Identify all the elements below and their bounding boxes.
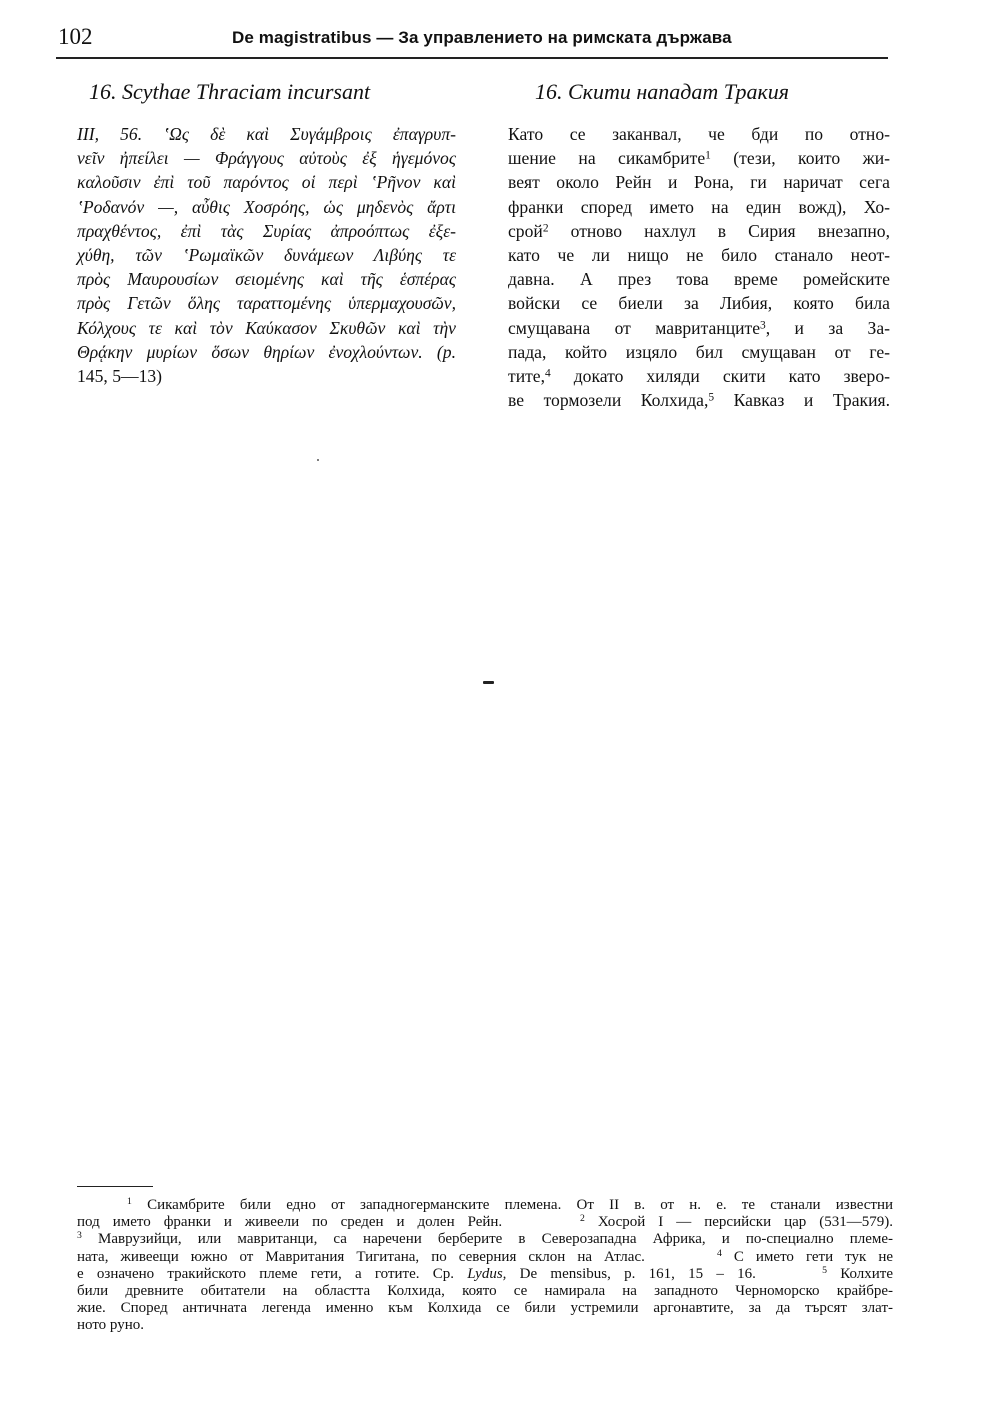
footnote-line: ното руно.: [77, 1317, 145, 1334]
footnote-line: е означено тракийското племе гети, а готите. Ср. Lydus, De mensibus, p. 161, 15 – 16. $^5$ Колхите: [77, 1264, 893, 1282]
greek-text-column: [77, 122, 456, 388]
footnote-rule: [77, 1186, 153, 1187]
footnote-line: жие. Според античната легенда именно към Колхида се били устремили аргонавтите, за да търсят злат-: [77, 1300, 893, 1317]
source-reference: 145, 5—13): [77, 366, 163, 387]
bulgarian-translation-column: [508, 122, 890, 412]
greek-line: καλοῦσιν ἐπὶ τοῦ παρόντος οἱ περὶ ʽΡῆνον καὶ: [77, 172, 456, 193]
translation-line: като че ли нищо не било станало неот-: [508, 245, 890, 266]
translation-line: смущавана от мавританците$^3$, и за За-: [508, 317, 890, 338]
footnote-line: ната, живеещи южно от Мавритания Тигитана, по северния склон на Атлас. $^4$ С името гети тук не: [77, 1247, 894, 1265]
greek-line: πραχθέντος, ἐπὶ τὰς Συρίας ἀπροόπτως ἐξε-: [77, 220, 456, 241]
running-title: De magistratibus — За управлението на римската държава: [232, 28, 732, 47]
stray-mark: [317, 459, 319, 461]
footnote-ref[interactable]: 2: [542, 222, 549, 235]
greek-line: Κόλχους τε καὶ τὸν Καύκασον Σκυθῶν καὶ τὴν: [77, 317, 456, 338]
left-column-title: 16. Scythae Thraciam incursant: [89, 79, 371, 104]
footnote-ref[interactable]: 3: [760, 318, 766, 331]
translation-line: давна. А през това време ромейските: [508, 269, 890, 290]
greek-line: III, 56. ʽΩς δὲ καὶ Συγάμβροις ἐπαγρυπ-: [77, 124, 456, 144]
greek-line: χύθη, τῶν ʽΡωμαϊκῶν δυνάμεων Λιβύης τε: [77, 245, 456, 266]
footnote-ref[interactable]: 4: [545, 367, 551, 380]
page-number: 102: [58, 24, 93, 49]
footnote-line: под името франки и живеели по среден и долен Рейн. $^2$ Хосрой I — персийски цар (531—579).: [77, 1213, 893, 1231]
translation-line: веят около Рейн и Рона, ги наричат сега: [508, 172, 890, 193]
translation-line: пада, който изцяло бил смущаван от ге-: [508, 341, 890, 362]
translation-line: франки според името на един вожд), Хо-: [508, 196, 890, 217]
footnotes: [77, 1197, 893, 1335]
translation-line: срой$^2$ отново нахлул в Сирия внезапно,: [508, 220, 890, 241]
footnote-line: били древните обитатели на областта Колхида, която се намирала на западното Черноморско крайбре-: [77, 1283, 893, 1300]
header-rule: [56, 57, 888, 59]
footnote-ref[interactable]: 1: [705, 149, 711, 162]
translation-line: шение на сикамбрите$^1$ (тези, които жи-: [508, 148, 890, 169]
greek-line: νεῖν ἠπείλει — Φράγγους αὐτοὺς ἐξ ἡγεμόνος: [77, 148, 456, 169]
footnote-line: $^3$ Маврузийци, или мавританци, са наречени берберите в Северозападна Африка, и по-специално племе-: [77, 1230, 894, 1248]
translation-line: тите,$^4$ докато хиляди скити като зверо-: [508, 366, 890, 387]
greek-line: πρὸς Μαυρουσίων σειομένης καὶ τῆς ἑσπέρας: [77, 269, 456, 290]
translation-line: ве тормозели Колхида,$^5$ Кавказ и Тракия.: [508, 390, 890, 411]
greek-line: Θρᾴκην μυρίων ὅσων θηρίων ἐνοχλούντων. (p.: [77, 341, 456, 362]
translation-line: войски се биели за Либия, която била: [508, 293, 890, 314]
translation-line: Като се заканвал, че бди по отно-: [508, 124, 890, 144]
right-column-title: 16. Скити нападат Тракия: [535, 79, 789, 104]
footnote-line: $^1$ Сикамбрите били едно от западногерманските племена. От II в. от н. е. те станали известни: [127, 1196, 894, 1213]
footnote-ref[interactable]: 5: [708, 391, 715, 404]
stray-mark: [483, 681, 494, 684]
greek-line: πρὸς Γετῶν ὅλης ταραττομένης ὑπερμαχουσῶν,: [77, 293, 456, 314]
greek-line: ʽΡοδανόν —, αὖθις Χοσρόης, ὡς μηδενὸς ἄρτι: [77, 196, 456, 217]
